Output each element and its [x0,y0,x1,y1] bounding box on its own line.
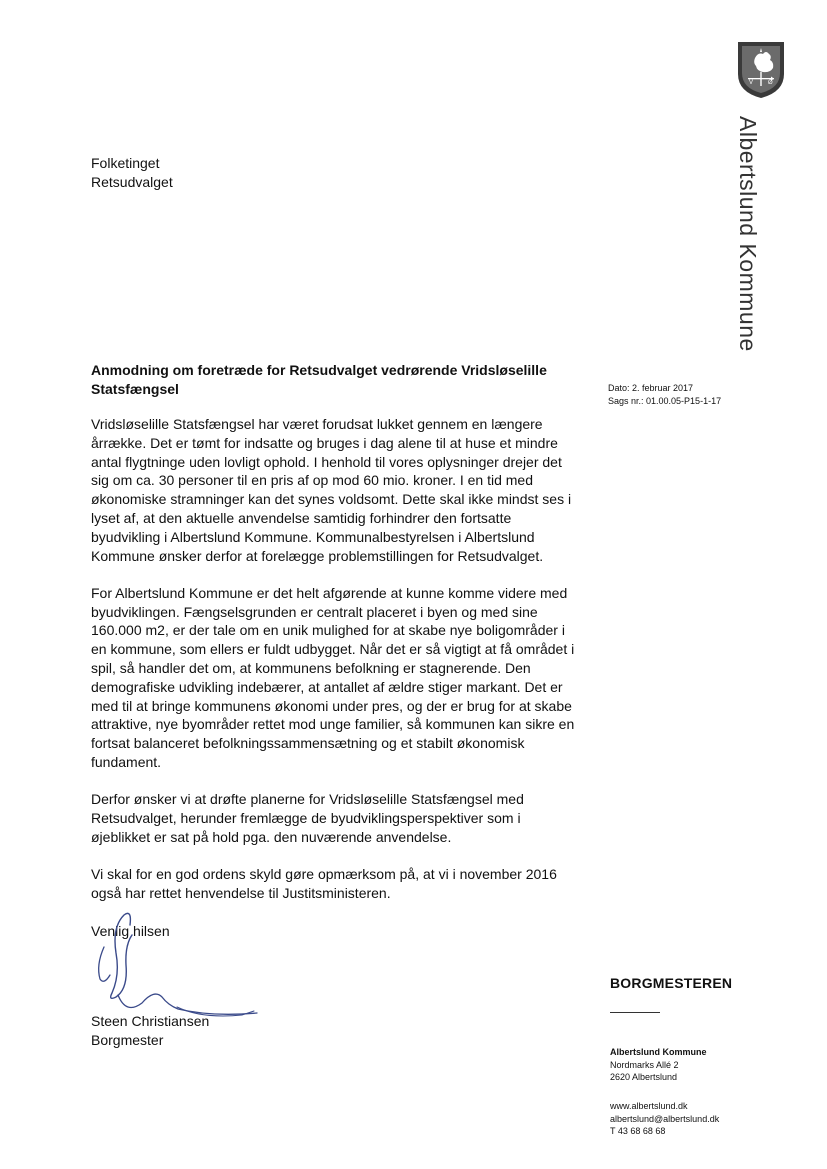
address-city: 2620 Albertslund [610,1072,678,1082]
email-link[interactable]: albertslund@albertslund.dk [610,1113,720,1124]
body-line: demografiske udvikling indebærer, at antallet af ældre stiger markant. Det er [91,678,563,695]
body-line: byudviklingen. Fængselsgrunden er centralt placeret i byen og med sine [91,603,538,620]
address-organization: Albertslund Kommune [610,1047,707,1057]
body-line: 160.000 m2, er der tale om en unik mulighed for at skabe nye boligområder i [91,622,565,639]
letter-body [91,415,575,921]
body-line: sig om ca. 30 personer til en pris af op mod 60 mio. kroner. I en tid med [91,472,533,489]
recipient-line: Retsudvalget [91,174,173,190]
body-line: Vridsløselille Statsfængsel har været forudsat lukket gennem en længere [91,416,543,432]
letter-subject [91,361,571,399]
department-divider [610,1012,660,1013]
body-line: økonomiske stramninger kan det synes voldsomt. Dette skal ikke mindst ses i [91,491,572,508]
letter-date: Dato: 2. februar 2017 [608,383,694,393]
body-line: spil, så handler det om, at kommunens befolkning er stagnerende. Den [91,660,531,677]
body-line: fortsat balanceret befolkningssammensætning og et stabilt økonomisk [91,735,525,752]
body-line: årrække. Det er tømt for indsatte og bruges i dag alene til at huse et mindre [91,434,558,451]
body-paragraph [91,790,571,846]
phone-number: T 43 68 68 68 [610,1126,666,1136]
body-paragraph [91,584,575,772]
letter-meta [608,382,721,407]
body-line: Vi skal for en god ordens skyld gøre opmærksom på, at vi i november 2016 [91,866,557,883]
subject-line: Statsfængsel [91,381,179,397]
address-block [610,1046,707,1084]
website-link[interactable]: www.albertslund.dk [610,1101,688,1111]
body-line: antal flygtninge uden lovligt ophold. I henhold til vores oplysninger drejer det [91,453,562,470]
closing-salutation: Venlig hilsen [91,923,170,939]
svg-text:Ø: Ø [768,80,773,86]
body-line: fundament. [91,754,162,771]
signer-title: Borgmester [91,1032,164,1048]
body-line: attraktive, nye byområder rettet mod unge familier, så kommunen kan sikre en [91,716,575,733]
body-line: øjeblikket er sat på hold pga. den nuværende anvendelse. [91,828,452,845]
brand-name-vertical: Albertslund Kommune [735,116,761,352]
signer-name: Steen Christiansen [91,1013,210,1029]
body-paragraph [91,865,571,903]
body-line: med til at bringe kommunens økonomi under pres, og der er brug for at skabe [91,697,572,714]
body-line: Retsudvalget, herunder fremlægge de byudviklingsperspektiver som i [91,810,521,827]
body-line: Derfor ønsker vi at drøfte planerne for Vridsløselille Statsfængsel med [91,791,524,808]
body-line: Kommune ønsker derfor at forelægge problemstillingen for Retsudvalget. [91,547,544,564]
signer-block [91,1012,209,1050]
body-line: også har rettet henvendelse til Justitsministeren. [91,885,391,902]
municipal-crest-logo [736,40,786,100]
body-paragraph [91,415,571,565]
case-number: Sags nr.: 01.00.05-P15-1-17 [608,395,722,406]
subject-line: Anmodning om foretræde for Retsudvalget vedrørende Vridsløselille [91,362,547,378]
department-heading: BORGMESTEREN [610,975,733,991]
address-street: Nordmarks Allé 2 [610,1059,679,1070]
contact-block [610,1100,719,1138]
body-line: en kommune, som ellers er fuldt udbygget. Når det er så vigtigt at få området i [91,641,575,658]
body-line: byudvikling i Albertslund Kommune. Kommunalbestyrelsen i Albertslund [91,528,535,545]
svg-text:V: V [749,80,754,86]
recipient-line: Folketinget [91,155,160,171]
recipient-block [91,154,173,192]
body-line: lyset af, at den aktuelle anvendelse samtidig forhindrer den fortsatte [91,509,512,526]
body-line: For Albertslund Kommune er det helt afgørende at kunne komme videre med [91,584,568,601]
